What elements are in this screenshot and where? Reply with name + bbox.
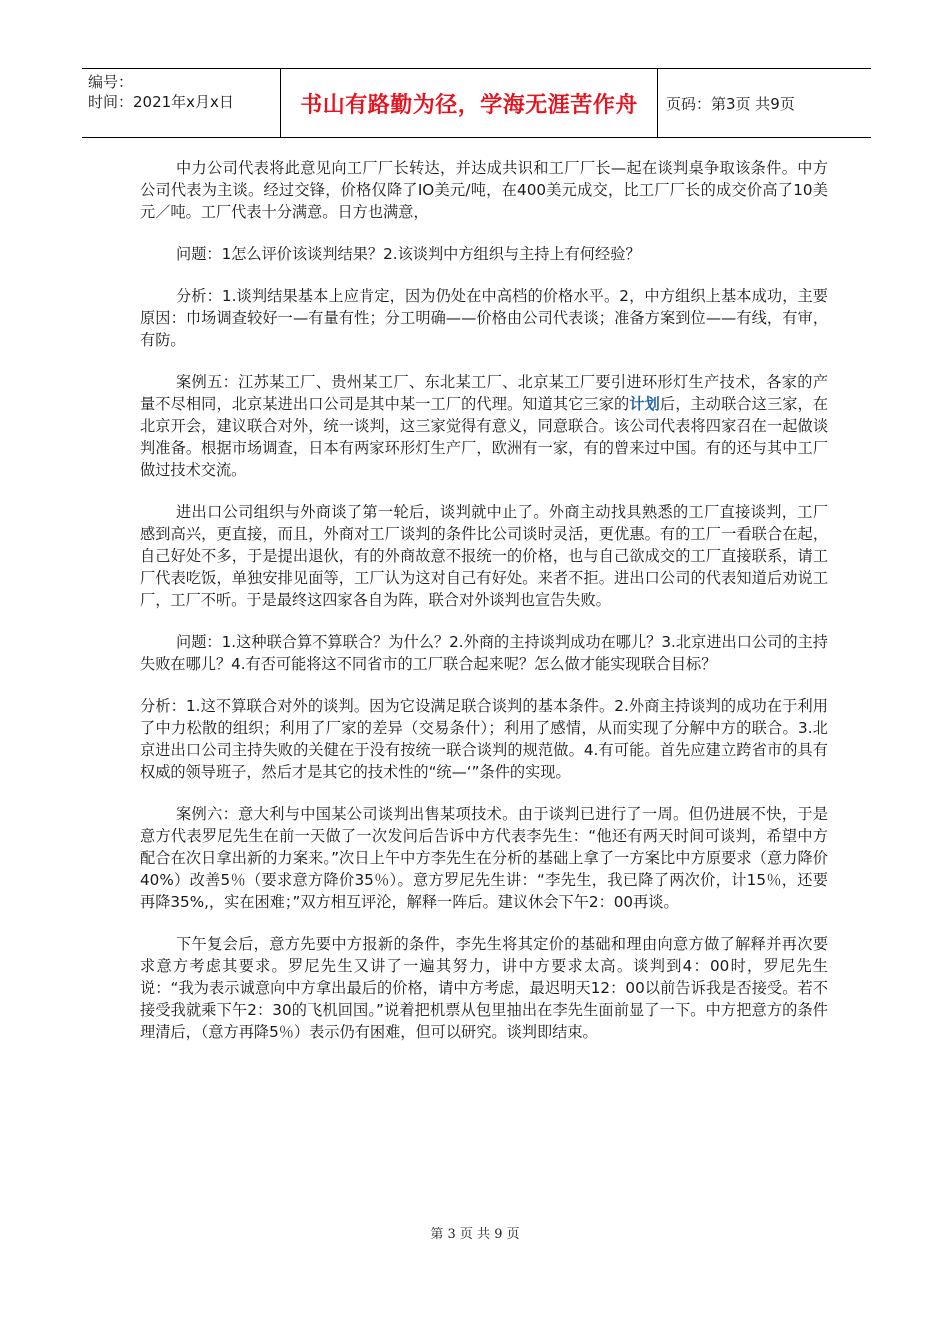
document-time-label: 时间：2021年x月x日 <box>88 93 234 111</box>
paragraph-5: 进出口公司组织与外商谈了第一轮后，谈判就中止了。外商主动找具熟悉的工厂直接谈判，工厂感到高兴，更直接，而且，外商对工厂谈判的条件比公司谈时灵活，更优惠。有的工厂一看联合在起，自己好处不多，于是提出退伙，有的外商故意不报统一的价格，也与自己欲成交的工厂直接联系，请工厂代表吃饭，单独安排见面等，工厂认为这对自己有好处。来者不拒。进出口公司的代表知道后劝说工厂，工厂不听。于是最终这四家各自为阵，联合对外谈判也宣告失败。 <box>140 503 828 609</box>
paragraph-9: 下午复会后，意方先要中方报新的条件，李先生将其定价的基础和理由向意方做了解释并再次要求意方考虑其要求。罗尼先生又讲了一遍其努力，讲中方要求太高。谈判到4：00时，罗尼先生说：“我为表示诚意向中方拿出最后的价格，请中方考虑，最迟明天12：00以前告诉我是否接受。若不接受我就乘下午2：30的飞机回国。”说着把机票从包里抽出在李先生面前显了一下。中方把意方的条件理清后，（意方再降5％）表示仍有困难，但可以研究。谈判即结束。 <box>140 935 828 1041</box>
analysis-paragraph-2: 分析：1.这不算联合对外的谈判。因为它设满足联合谈判的基本条件。2.外商主持谈判的成功在于利用了中力松散的组织；利用了厂家的差异（交易条什）；利用了感情，从而实现了分解中方的联合。3.北京进出口公司主持失败的关健在于没有按统一联合谈判的规范做。4.有可能。首先应建立跨省市的具有权威的领导班子，然后才是其它的技术性的“统—‘”条件的实现。 <box>140 697 828 781</box>
header-meta-cell <box>82 69 281 137</box>
question-paragraph-2: 问题：1.这种联合算不算联合？为什么？2.外商的主持谈判成功在哪儿？3.北京进出口公司的主持失败在哪儿？4.有否可能将这不同省市的工厂联合起来呢？怎么做才能实现联合目标？ <box>140 633 828 673</box>
plan-link[interactable]: 计划 <box>629 395 660 413</box>
header-page-info: 页码：第3页 共9页 <box>666 94 795 113</box>
page-footer: 第 3 页 共 9 页 <box>430 1227 520 1242</box>
document-body <box>140 157 828 1063</box>
header-motto: 书山有路勤为径，学海无涯苦作舟 <box>281 69 658 137</box>
paragraph-1: 中力公司代表将此意见向工厂厂长转达，并达成共识和工厂厂长—起在谈判桌争取该条件。中方公司代表为主谈。经过交锋，价格仅降了IO美元/吨，在400美元成交，比工厂厂长的成交价高了10美元／吨。工厂代表十分满意。日方也满意， <box>140 159 828 221</box>
case-six-paragraph: 案例六：意大利与中国某公司谈判出售某项技术。由于谈判已进行了一周。但仍进展不快，于是意方代表罗尼先生在前一天做了一次发问后告诉中方代表李先生：“他还有两天时间可谈判，希望中方配合在次日拿出新的力案来。”次日上午中方李先生在分析的基础上拿了一方案比中方原要求（意力降价40%）改善5％（要求意方降价35％）。意方罗尼先生讲：“李先生，我已降了两次价，计15％，还要再降35%,，实在困难；”双方相互评沦，解释一阵后。建议休会下午2：00再谈。 <box>140 805 828 911</box>
question-paragraph-1: 问题：1怎么评价该谈判结果？2.该谈判中方组织与主持上有何经验？ <box>176 245 641 263</box>
case-five-text-end: 后，主动联合这三家，在北京开会，建议联合对外，统一谈判，这三家觉得有意义，同意联合。该公司代表将四家召在一起做谈判准备。根据市场调查，日本有两家环形灯生产厂，欧洲有一家，有的曾来过中国。有的还与其中工厂做过技术交流。 <box>140 395 829 479</box>
document-number-label: 编号： <box>88 73 134 91</box>
page-header <box>82 68 871 138</box>
case-five-text-start: 案例五：江苏某工厂、贵州某工厂、东北某工厂、北京某工厂要引进环形灯生产技术，各家的产量不尽相同，北京某进出口公司是其中某一工厂的代理。知道其它三家的 <box>140 373 828 413</box>
analysis-paragraph-1: 分析：1.谈判结果基本上应肯定，因为仍处在中高档的价格水平。2，中方组织上基本成功，主要原因：巾场调查较好一—有量有性；分工明确——价格由公司代表谈；准备方案到位——有线，有审，有防。 <box>140 287 828 349</box>
case-five-paragraph <box>140 371 828 481</box>
